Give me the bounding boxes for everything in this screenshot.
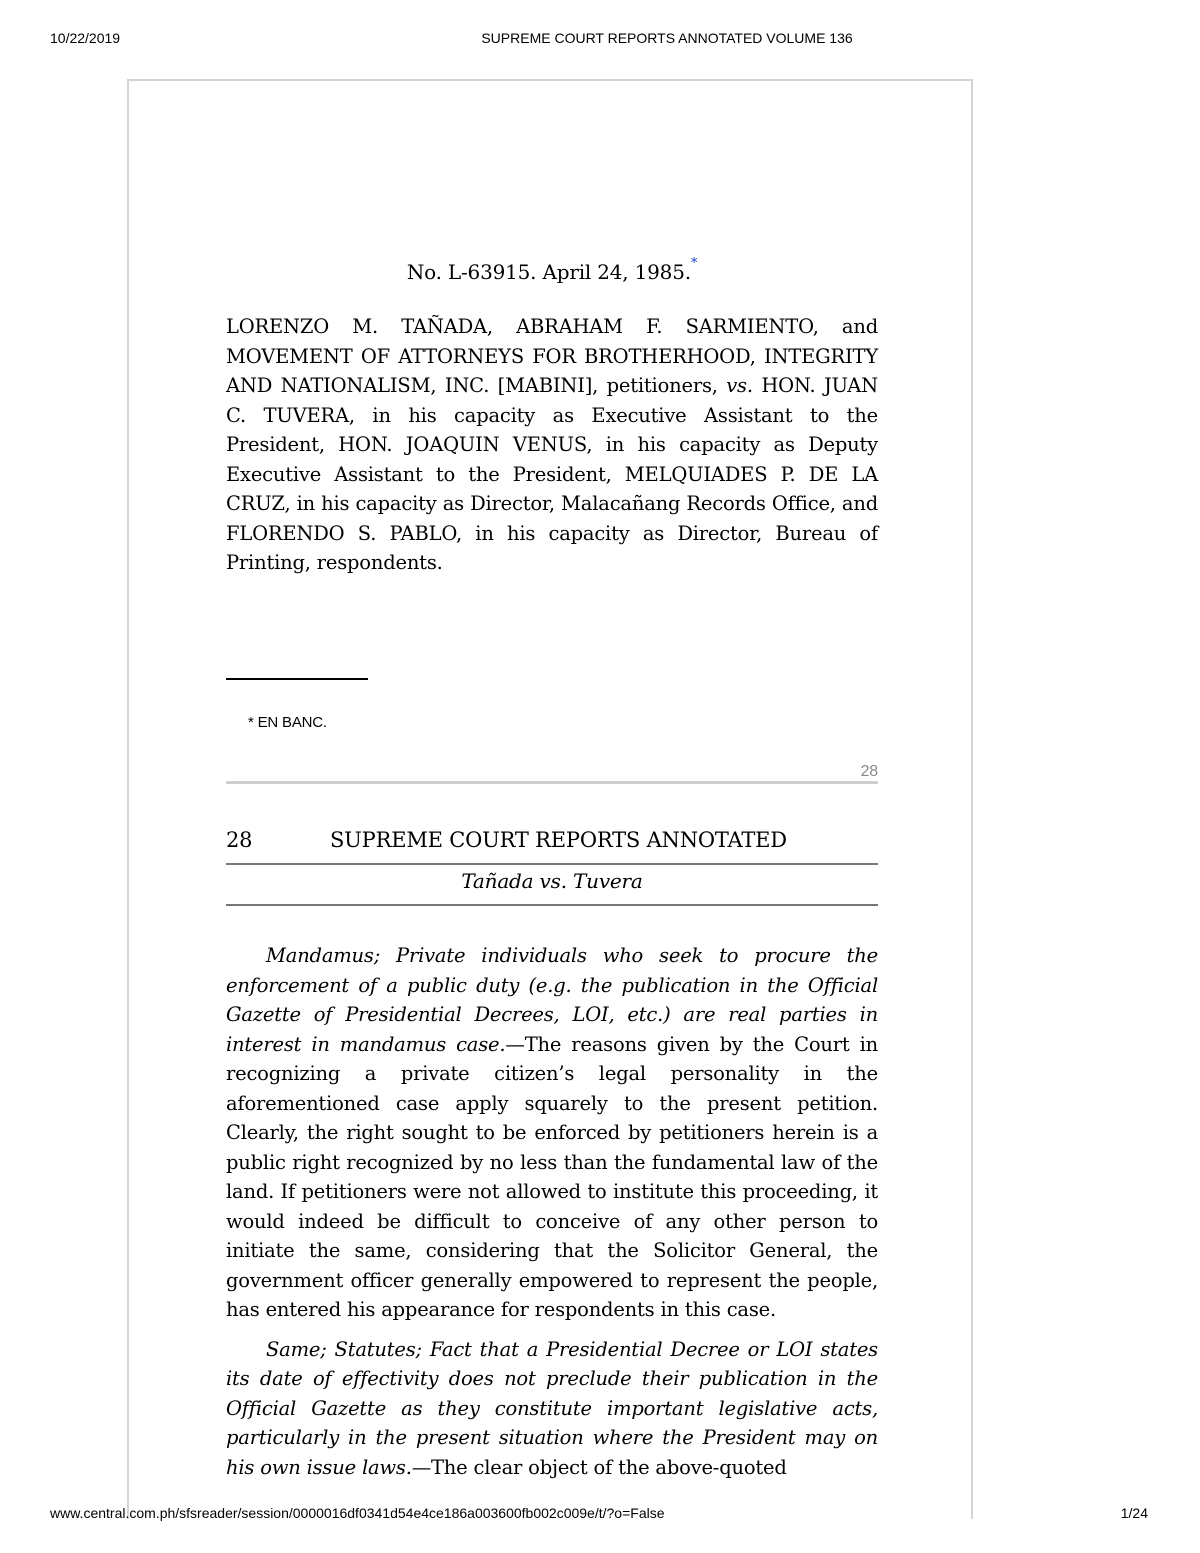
syllabus-headnote: Same; Statutes; Fact that a Presidential Decree or LOI states its date of effectivity does not preclude their publication in the Official Gazette as they constitute important legislative acts, particularly in the present situation where the President may on his own issue laws. [226,1337,878,1479]
petitioners-text: LORENZO M. TAÑADA, ABRAHAM F. SARMIENTO, and MOVEMENT OF ATTORNEYS FOR BROTHERHOOD, INTEGRITY AND NATIONALISM, INC. [MABINI], petitioners, [226,315,878,397]
page-number-bottom: 28 [860,763,878,780]
respondents-text: HON. JUAN C. TUVERA, in his capacity as Executive Assistant to the President, HON. JOAQUIN VENUS, in his capacity as Deputy Executive Assistant to the President, MELQUIADES P. DE LA CRUZ, in his capacity as Director, Malacañang Records Office, and FLORENDO S. PABLO, in his capacity as Director, Bureau of Printing, respondents. [226,374,879,574]
case-number [226,249,878,288]
syllabus-headnote: Mandamus; Private individuals who seek to procure the enforcement of a public duty (e.g. the publication in the Official Gazette of Presidential Decrees, LOI, etc.) are real parties in interest in mandamus case. [226,944,878,1056]
running-head-title: SUPREME COURT REPORTS ANNOTATED [330,828,787,852]
running-head-rule-top [226,863,878,865]
versus-text: vs. [726,374,753,397]
footnote-link[interactable]: * [690,256,698,271]
case-number-text: No. L-63915. April 24, 1985. [406,260,691,284]
case-short-title: Tañada vs. Tuvera [461,869,643,893]
print-header [0,30,1200,50]
print-footer [0,1505,1200,1525]
case-parties [226,312,878,578]
print-page-count: 1/24 [1120,1505,1148,1521]
syllabus-paragraph [226,941,878,1325]
running-head-rule-bottom [226,904,878,906]
footnote-divider [226,678,368,680]
document-page [127,79,973,1519]
syllabus [226,941,878,1492]
syllabus-body: —The clear object of the above-quoted [411,1455,787,1479]
print-date: 10/22/2019 [50,30,121,46]
syllabus-body: —The reasons given by the Court in recognizing a private citizen’s legal personality in the aforementioned case apply squarely to the present petition. Clearly, the right sought to be enforced by petitioners herein is a public right recognized by no less than the fundamental law of the land. If petitioners were not allowed to institute this proceeding, it would indeed be difficult to conceive of any other person to initiate the same, considering that the Solicitor General, the government officer generally empowered to represent the people, has entered his appearance for respondents in this case. [226,1032,878,1321]
print-title: SUPREME COURT REPORTS ANNOTATED VOLUME 136 [481,30,853,46]
syllabus-paragraph [226,1335,878,1483]
print-url[interactable]: www.central.com.ph/sfsreader/session/0000016df0341d54e4ce186a003600fb002c009e/t/?o=False [50,1505,665,1521]
footnote: * EN BANC. [248,714,327,731]
page-break-divider [226,781,878,784]
running-head-page: 28 [226,828,253,852]
